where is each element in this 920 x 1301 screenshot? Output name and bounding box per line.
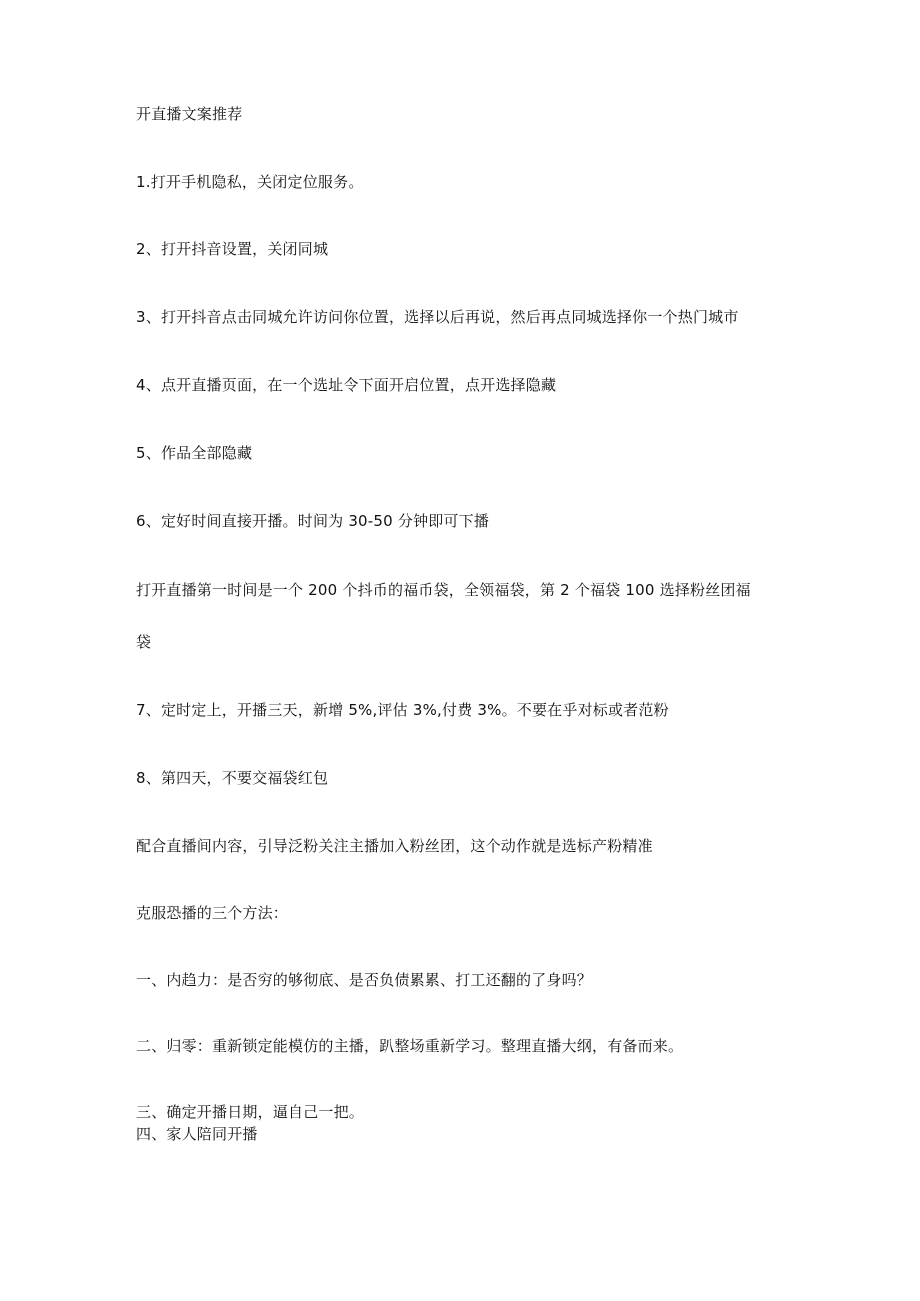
text-line: 四、家人陪同开播 [136,1125,258,1143]
text-line: 二、归零：重新锁定能模仿的主播，趴整场重新学习。整理直播大纲，有备而来。 [136,1037,684,1055]
text-line: 三、确定开播日期，逼自己一把。 [136,1103,365,1121]
text-line: 1.打开手机隐私，关闭定位服务。 [136,173,364,191]
section-heading: 克服恐播的三个方法： [136,904,289,922]
text-line: 5、作品全部隐藏 [136,444,253,462]
text-line: 配合直播间内容，引导泛粉关注主播加入粉丝团，这个动作就是选标产粉精准 [136,837,653,855]
text-line: 袋 [136,633,152,651]
document-title: 开直播文案推荐 [136,105,243,123]
text-line: 一、内趋力：是否穷的够彻底、是否负债累累、打工还翻的了身吗？ [136,971,593,989]
text-line: 7、定时定上，开播三天，新增 5%,评估 3%,付费 3%。不要在乎对标或者范粉 [136,701,669,719]
text-line: 6、定好时间直接开播。时间为 30-50 分钟即可下播 [136,512,490,530]
text-line: 3、打开抖音点击同城允许访问你位置，选择以后再说，然后再点同城选择你一个热门城市 [136,308,739,326]
text-line: 2、打开抖音设置，关闭同城 [136,240,329,258]
text-line: 4、点开直播页面，在一个选址令下面开启位置，点开选择隐藏 [136,376,557,394]
text-line: 打开直播第一时间是一个 200 个抖币的福币袋，全领福袋，第 2 个福袋 100 选择粉丝团福 [136,581,751,599]
text-line: 8、第四天，不要交福袋红包 [136,769,329,787]
